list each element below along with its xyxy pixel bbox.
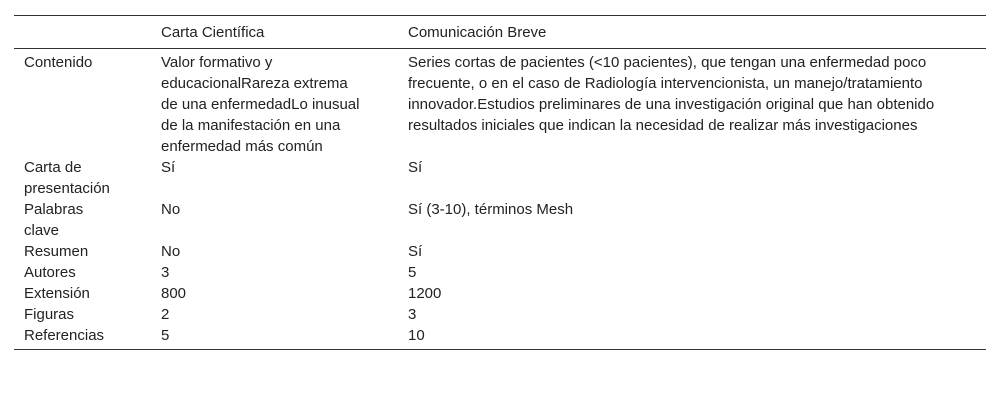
cell-comunicacion-text: 5 bbox=[408, 264, 417, 281]
row-label bbox=[14, 283, 151, 304]
row-label bbox=[14, 325, 151, 350]
table-row bbox=[14, 325, 986, 350]
cell-comunicacion bbox=[398, 49, 986, 158]
cell-carta bbox=[151, 241, 398, 262]
cell-carta-text: 2 bbox=[161, 306, 170, 323]
cell-comunicacion-text: Series cortas de pacientes (<10 pacientes), que tengan una enfermedad poco frecuente, o en el caso de Radiología intervencionista, un manejo/tratamiento innovador.Estudios preliminares de una investigación original que han obtenido resultados iniciales que indican la necesidad de realizar más investigaciones bbox=[408, 54, 935, 134]
row-label-text: Extensión bbox=[24, 285, 90, 302]
cell-comunicacion-text: 3 bbox=[408, 306, 417, 323]
cell-carta-text: No bbox=[161, 243, 181, 260]
cell-comunicacion bbox=[398, 199, 986, 241]
table-row bbox=[14, 304, 986, 325]
row-label-text: Palabras clave bbox=[24, 201, 84, 239]
table-row bbox=[14, 283, 986, 304]
table-header-row bbox=[14, 16, 986, 49]
row-label-text: Referencias bbox=[24, 327, 105, 344]
row-label-text: Carta de presentación bbox=[24, 159, 110, 197]
cell-carta-text: 3 bbox=[161, 264, 170, 281]
row-label-text: Autores bbox=[24, 264, 76, 281]
row-label-text: Contenido bbox=[24, 54, 93, 71]
row-label bbox=[14, 304, 151, 325]
cell-carta bbox=[151, 49, 398, 158]
row-label-text: Figuras bbox=[24, 306, 75, 323]
cell-comunicacion-text: 10 bbox=[408, 327, 425, 344]
comparison-table bbox=[14, 15, 986, 350]
cell-carta-text: 5 bbox=[161, 327, 170, 344]
cell-comunicacion-text: Sí bbox=[408, 159, 423, 176]
cell-comunicacion-text: 1200 bbox=[408, 285, 442, 302]
table-row bbox=[14, 49, 986, 158]
cell-comunicacion-text: Sí bbox=[408, 243, 423, 260]
cell-comunicacion bbox=[398, 157, 986, 199]
comparison-table-container bbox=[14, 15, 986, 350]
cell-carta-text: Sí bbox=[161, 159, 176, 176]
cell-carta bbox=[151, 283, 398, 304]
table-row bbox=[14, 262, 986, 283]
cell-comunicacion bbox=[398, 325, 986, 350]
cell-carta bbox=[151, 304, 398, 325]
cell-carta bbox=[151, 325, 398, 350]
cell-comunicacion-text: Sí (3-10), términos Mesh bbox=[408, 201, 574, 218]
cell-carta-text: No bbox=[161, 201, 181, 218]
row-label bbox=[14, 49, 151, 158]
table-row bbox=[14, 241, 986, 262]
row-label bbox=[14, 157, 151, 199]
table-row bbox=[14, 157, 986, 199]
row-label bbox=[14, 241, 151, 262]
cell-comunicacion bbox=[398, 304, 986, 325]
table-row bbox=[14, 199, 986, 241]
header-comunicacion-breve: Comunicación Breve bbox=[408, 24, 547, 41]
cell-carta bbox=[151, 199, 398, 241]
cell-carta-text: 800 bbox=[161, 285, 187, 302]
cell-comunicacion bbox=[398, 283, 986, 304]
cell-comunicacion bbox=[398, 241, 986, 262]
row-label-text: Resumen bbox=[24, 243, 89, 260]
row-label bbox=[14, 199, 151, 241]
row-label bbox=[14, 262, 151, 283]
header-empty bbox=[14, 16, 151, 49]
cell-carta-text: Valor formativo y educacionalRareza extrema de una enfermedadLo inusual de la manifestación en una enfermedad más común bbox=[161, 54, 360, 155]
cell-carta bbox=[151, 157, 398, 199]
header-carta-cientifica: Carta Científica bbox=[161, 24, 265, 41]
cell-comunicacion bbox=[398, 262, 986, 283]
cell-carta bbox=[151, 262, 398, 283]
